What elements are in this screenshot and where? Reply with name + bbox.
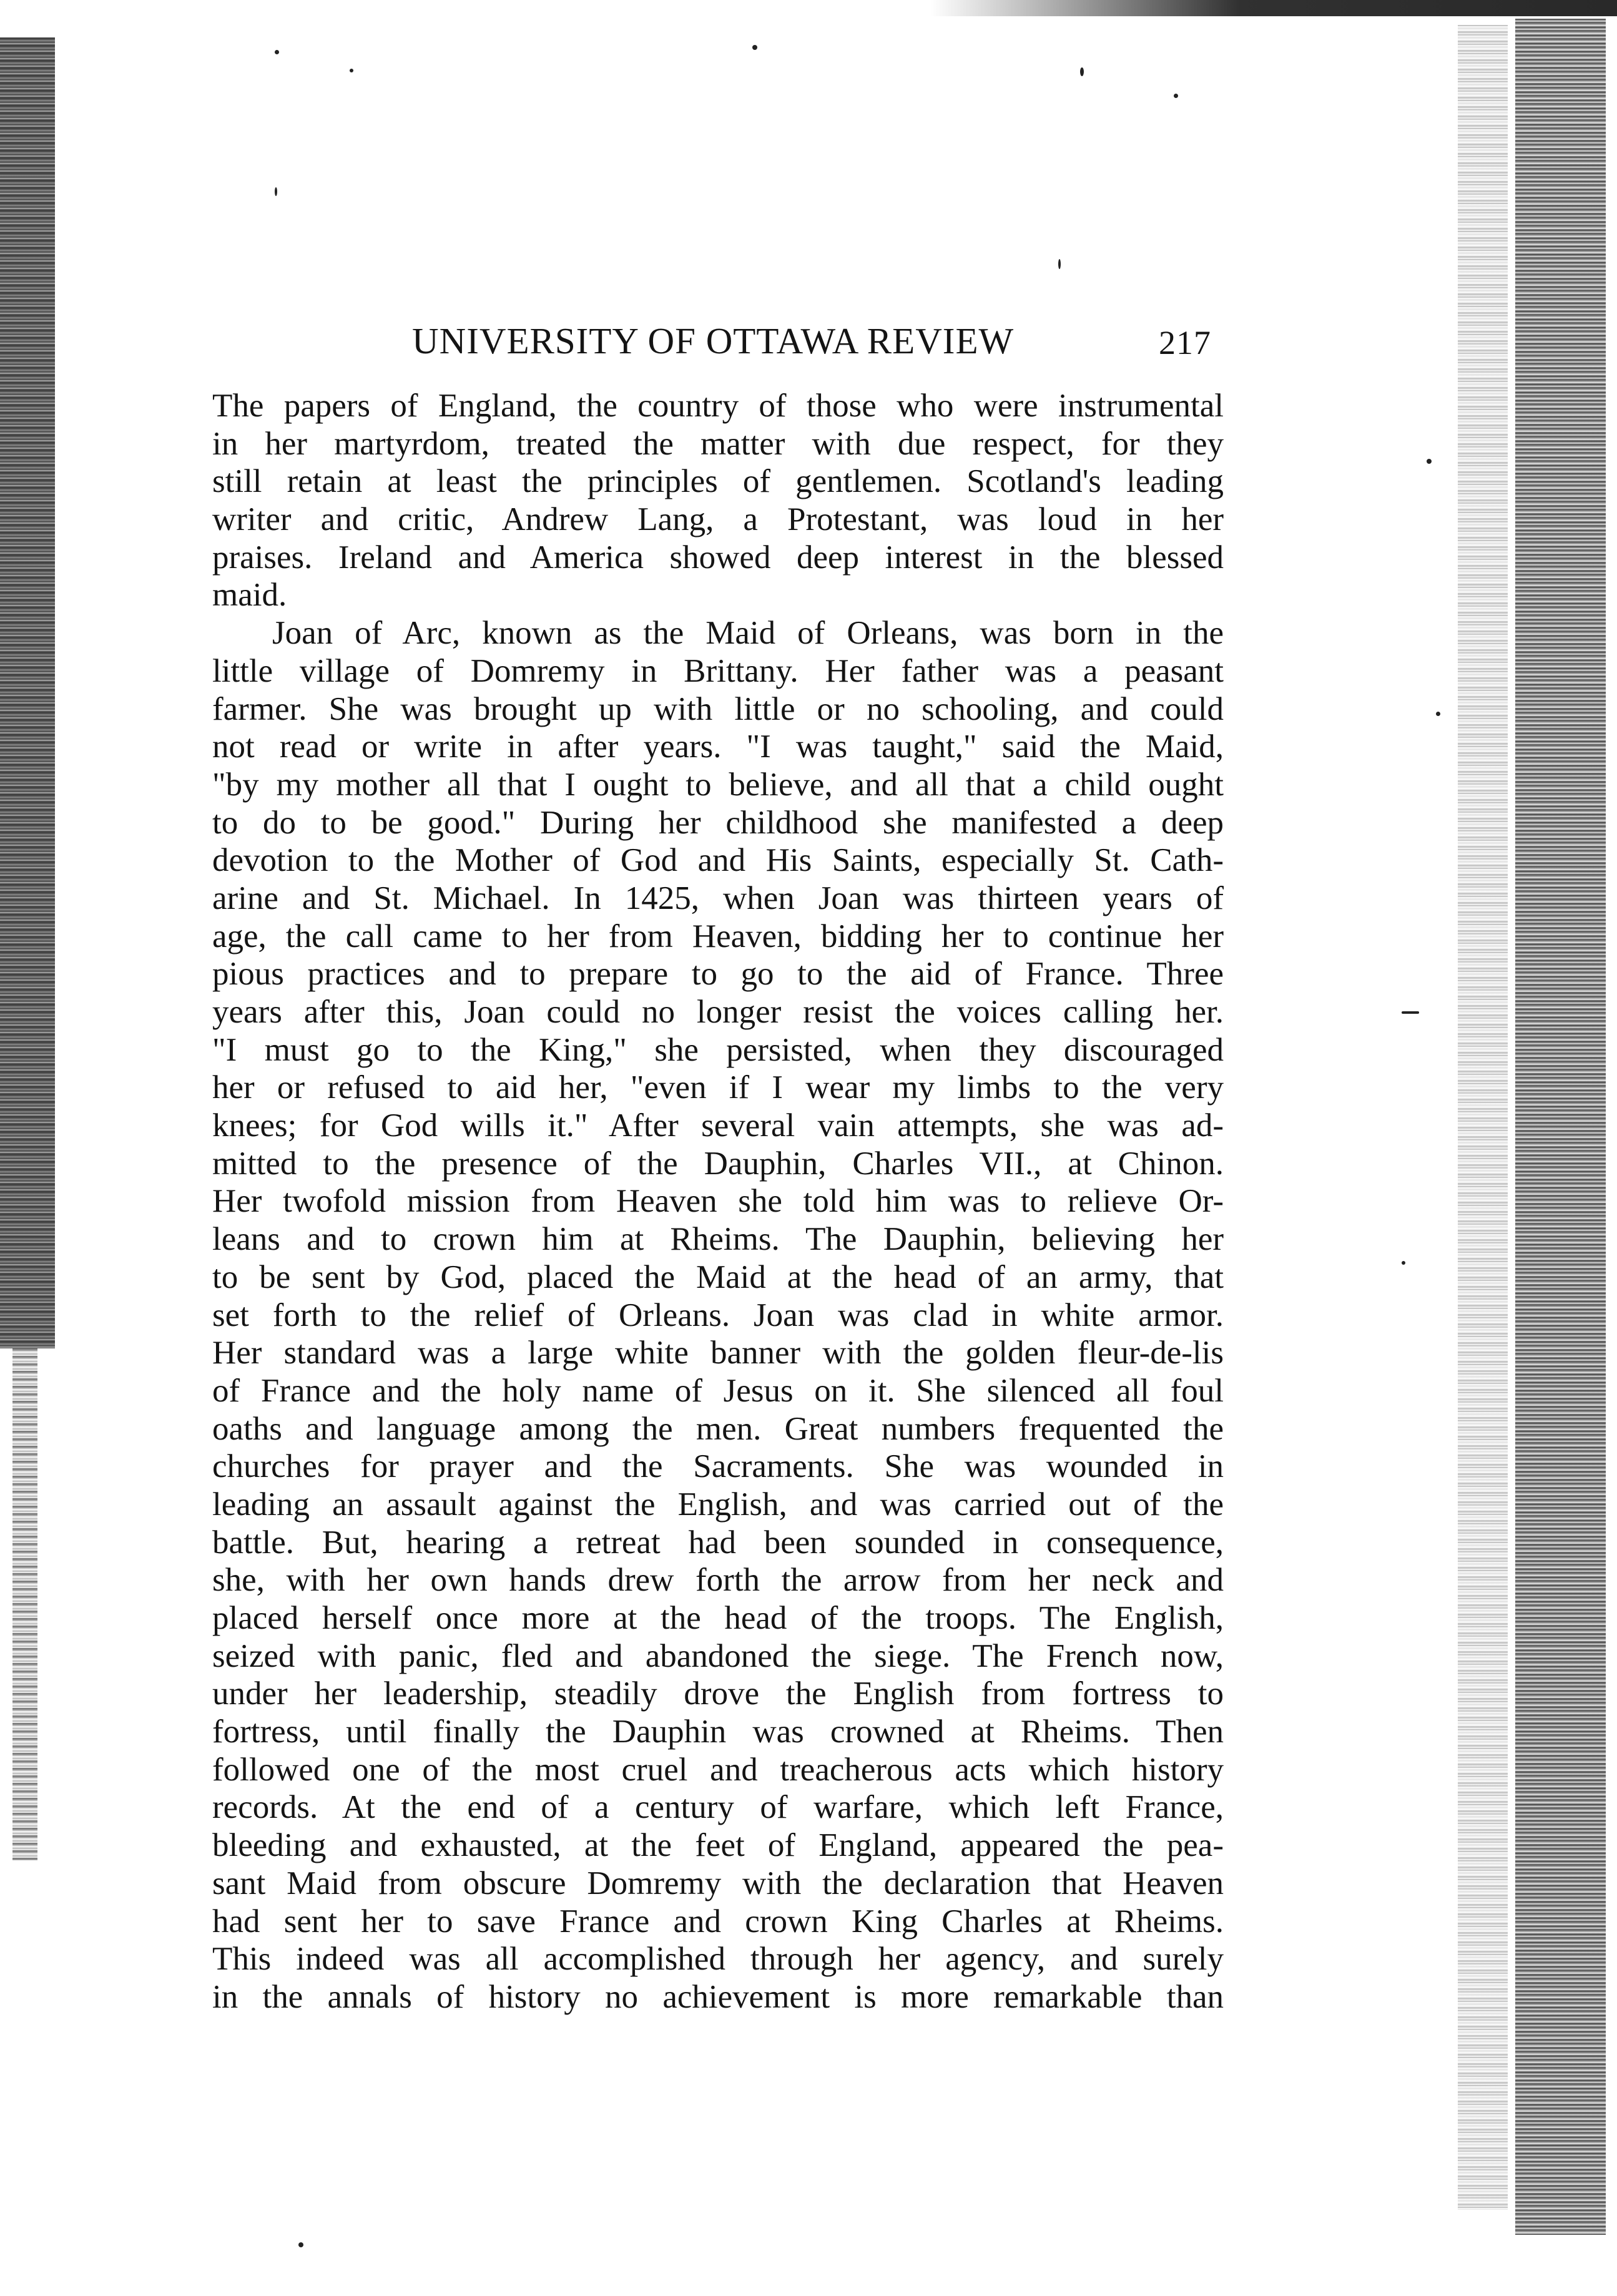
text-line: seized with panic, fled and abandoned the siege. The French now, [212, 1637, 1224, 1674]
text-line: leans and to crown him at Rheims. The Dauphin, believing her [212, 1221, 1224, 1258]
text-line: in the annals of history no achievement is more remarkable than [212, 1978, 1224, 2015]
text-line: still retain at least the principles of gentlemen. Scotland's leading [212, 463, 1224, 500]
text-line: "by my mother all that I ought to believe, and all that a child ought [212, 766, 1224, 803]
text-line: she, with her own hands drew forth the arrow from her neck and [212, 1562, 1224, 1599]
text-line: maid. [212, 577, 287, 614]
text-line: years after this, Joan could no longer resist the voices calling her. [212, 994, 1224, 1030]
text-line: age, the call came to her from Heaven, bidding her to continue her [212, 918, 1224, 954]
text-line: of France and the holy name of Jesus on it. She silenced all foul [212, 1372, 1224, 1409]
text-line: arine and St. Michael. In 1425, when Joan was thirteen years of [212, 880, 1224, 916]
paragraph [212, 387, 1224, 614]
text-line: mitted to the presence of the Dauphin, Charles VII., at Chinon. [212, 1145, 1224, 1182]
text-line: under her leadership, steadily drove the English from fortress to [212, 1675, 1224, 1712]
text-line: records. At the end of a century of warfare, which left France, [212, 1789, 1224, 1826]
text-line: bleeding and exhausted, at the feet of England, appeared the pea- [212, 1827, 1224, 1864]
text-line: battle. But, hearing a retreat had been sounded in consequence, [212, 1524, 1224, 1561]
paragraph [212, 614, 1224, 2016]
page-number: 217 [1159, 324, 1211, 361]
text-line: oaths and language among the men. Great numbers frequented the [212, 1410, 1224, 1447]
text-line: churches for prayer and the Sacraments. She was wounded in [212, 1448, 1224, 1485]
text-line: leading an assault against the English, and was carried out of the [212, 1486, 1224, 1523]
text-line: praises. Ireland and America showed deep interest in the blessed [212, 539, 1224, 576]
text-line: followed one of the most cruel and treacherous acts which history [212, 1751, 1224, 1788]
text-line: set forth to the relief of Orleans. Joan was clad in white armor. [212, 1297, 1224, 1333]
text-line: her or refused to aid her, "even if I wear my limbs to the very [212, 1069, 1224, 1106]
text-line: "I must go to the King," she persisted, when they discouraged [212, 1031, 1224, 1068]
text-line: pious practices and to prepare to go to the aid of France. Three [212, 956, 1224, 993]
journal-title: UNIVERSITY OF OTTAWA REVIEW [412, 320, 1015, 361]
text-line: The papers of England, the country of those who were instrumental [212, 388, 1224, 424]
text-line: Her standard was a large white banner with the golden fleur-de-lis [212, 1335, 1224, 1371]
text-line: sant Maid from obscure Domremy with the declaration that Heaven [212, 1865, 1224, 1901]
text-line: fortress, until finally the Dauphin was crowned at Rheims. Then [212, 1714, 1224, 1750]
text-line: farmer. She was brought up with little or no schooling, and could [212, 690, 1224, 727]
text-line: had sent her to save France and crown King Charles at Rheims. [212, 1903, 1224, 1940]
text-line: to be sent by God, placed the Maid at the head of an army, that [212, 1258, 1224, 1295]
text-line: to do to be good." During her childhood she manifested a deep [212, 804, 1224, 841]
text-line: little village of Domremy in Brittany. Her father was a peasant [212, 652, 1224, 689]
body-text [212, 387, 1224, 2016]
text-line: This indeed was all accomplished through her agency, and surely [212, 1941, 1224, 1978]
text-line: in her martyrdom, treated the matter with due respect, for they [212, 425, 1224, 462]
text-line: placed herself once more at the head of the troops. The English, [212, 1600, 1224, 1636]
text-line: not read or write in after years. "I was taught," said the Maid, [212, 729, 1224, 765]
text-line: Joan of Arc, known as the Maid of Orleans, was born in the [272, 615, 1224, 652]
text-line: writer and critic, Andrew Lang, a Protestant, was loud in her [212, 501, 1224, 538]
text-line: devotion to the Mother of God and His Saints, especially St. Cath- [212, 842, 1224, 879]
text-line: Her twofold mission from Heaven she told him was to relieve Or- [212, 1183, 1224, 1220]
text-line: knees; for God wills it." After several vain attempts, she was ad- [212, 1107, 1224, 1144]
